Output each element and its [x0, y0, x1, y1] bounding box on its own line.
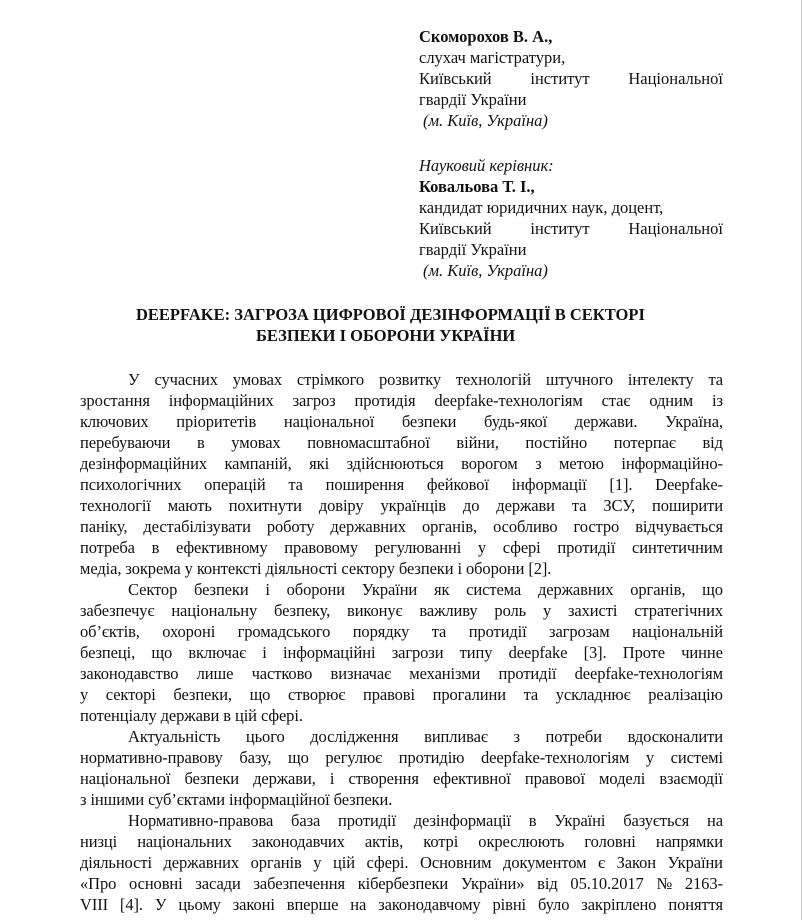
paragraph-line: потенціалу держави в цій сфері.	[80, 706, 303, 725]
advisor-location: (м. Київ, Україна)	[423, 261, 548, 280]
paragraph-line: потреба в ефективному правовому регулюванні у сфері протидії синтетичним	[80, 538, 723, 557]
author-location: (м. Київ, Україна)	[423, 111, 548, 130]
paragraph-line: нормативно-правову базу, що регулює протидію deepfake-технологіям у системі	[80, 748, 723, 767]
advisor-institute-line2: гвардії України	[419, 240, 527, 259]
paragraph-line: національної безпеки держави, і створення ефективної правової моделі взаємодії	[80, 769, 723, 788]
author-institute-word: Національної	[628, 69, 723, 88]
advisor-institute-line1	[419, 218, 723, 239]
paragraph-line: «Про основні засади забезпечення кібербезпеки України» від 05.10.2017 № 2163-	[80, 874, 723, 893]
author-name: Скоморохов В. А.,	[419, 27, 553, 46]
author-institute-word: Київський	[419, 69, 492, 88]
paragraph-line: безпеці, що включає і інформаційні загрози типу deepfake [3]. Проте чинне	[80, 643, 723, 662]
paragraph-line: психологічних операцій та поширення фейкової інформації [1]. Deepfake-	[80, 475, 723, 494]
advisor-institute-word: Національної	[628, 219, 723, 238]
paragraph-line: паніку, дестабілізувати роботу державних органів, особливо гостро відчувається	[80, 517, 723, 536]
paragraph-line: Сектор безпеки і оборони України як система державних органів, що	[128, 580, 723, 599]
author-institute-line1	[419, 68, 723, 89]
author-block	[419, 26, 723, 131]
paragraph-line: законодавство лише частково визначає механізми протидії deepfake-технологіям	[80, 664, 723, 683]
paragraph-line: діяльності державних органів у цій сфері. Основним документом є Закон України	[80, 853, 723, 872]
paragraph-line: ключових пріоритетів національної безпеки будь-якої держави. Україна,	[80, 412, 723, 431]
paragraph-line: об’єктів, охороні громадського порядку та протидії загрозам національній	[80, 622, 723, 641]
paragraph-line: VIII [4]. У цьому законі вперше на законодавчому рівні було закріплено поняття	[80, 895, 723, 914]
advisor-label: Науковий керівник:	[419, 156, 554, 175]
advisor-institute-word: інститут	[530, 219, 590, 238]
paragraph-line: низці національних законодавчих актів, котрі окреслюють головні напрямки	[80, 832, 723, 851]
paragraph-line: дезінформаційних кампаній, які здійснюються ворогом з метою інформаційно-	[80, 454, 723, 473]
article-body	[80, 369, 723, 915]
title-line2: БЕЗПЕКИ І ОБОРОНИ УКРАЇНИ	[256, 326, 516, 345]
advisor-institute-word: Київський	[419, 219, 492, 238]
paragraph-line: Нормативно-правова база протидії дезінформації в Україні базується на	[128, 811, 723, 830]
title-line1: DEEPFAKE: ЗАГРОЗА ЦИФРОВОЇ ДЕЗІНФОРМАЦІЇ В СЕКТОРІ	[136, 305, 645, 324]
paragraph-line: перебуваючи в умовах повномасштабної війни, постійно потерпає від	[80, 433, 723, 452]
paragraph-line: технології мають похитнути довіру українців до держави та ЗСУ, поширити	[80, 496, 723, 515]
paragraph-line: забезпечує національну безпеку, виконує важливу роль у захисті стратегічних	[80, 601, 723, 620]
paragraph-line: Актуальність цього дослідження випливає з потреби вдосконалити	[128, 727, 723, 746]
author-institute-word: інститут	[530, 69, 590, 88]
advisor-name: Ковальова Т. І.,	[419, 177, 535, 196]
paragraph-line: зростання інформаційних загроз протидія deepfake-технологіям стає одним із	[80, 391, 723, 410]
author-institute-line2: гвардії України	[419, 90, 527, 109]
article-title	[80, 304, 723, 346]
advisor-block	[419, 155, 723, 281]
paragraph-line: медіа, зокрема у контексті діяльності сектору безпеки і оборони [2].	[80, 559, 552, 578]
advisor-degree: кандидат юридичних наук, доцент,	[419, 198, 664, 217]
paragraph-line: у секторі безпеки, що створює правові прогалини та ускладнює реалізацію	[80, 685, 723, 704]
author-position: слухач магістратури,	[419, 48, 566, 67]
paragraph-line: з іншими суб’єктами інформаційної безпеки.	[80, 790, 393, 809]
paragraph-line: У сучасних умовах стрімкого розвитку технологій штучного інтелекту та	[128, 370, 723, 389]
